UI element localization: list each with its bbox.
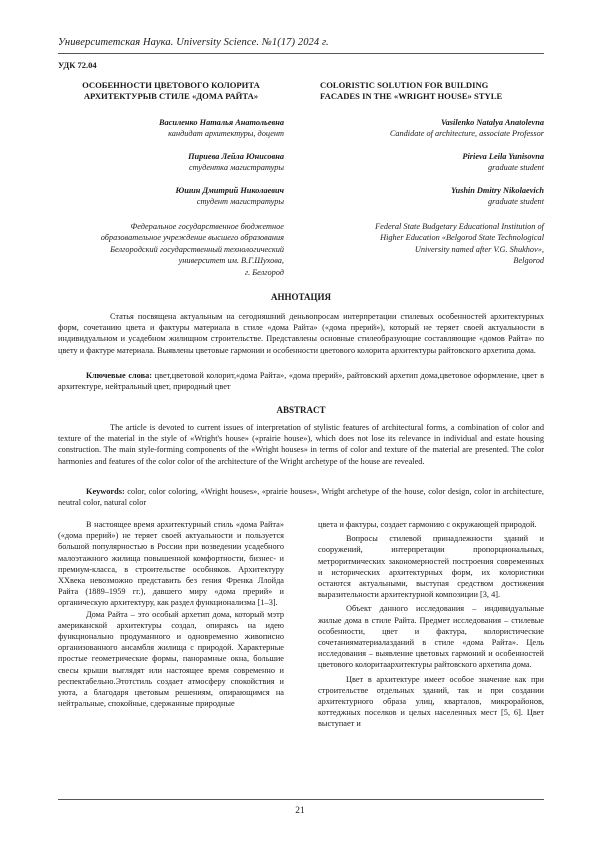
- udk-code: УДК 72.04: [58, 60, 97, 70]
- title-ru-line-1: ОСОБЕННОСТИ ЦВЕТОВОГО КОЛОРИТА: [82, 80, 260, 90]
- journal-header: Университетская Наука. University Science. №1(17) 2024 г.: [58, 37, 329, 48]
- author-ru-1: [58, 117, 284, 139]
- author-name: Василенко Наталья Анатольевна: [158, 118, 284, 127]
- annotation-heading: АННОТАЦИЯ: [270, 292, 332, 302]
- affiliation-line: Federal State Budgetary Educational Institution of: [375, 222, 544, 231]
- affiliation-line: образовательное учреждение высшего образования: [100, 233, 284, 243]
- affiliation-line: University named after V.G. Shukhov»,: [414, 244, 544, 254]
- author-role: студентка магистратуры: [188, 163, 284, 172]
- body-column-left: [58, 519, 284, 709]
- author-name: Vasilenko Natalya Anatolevna: [441, 118, 544, 127]
- affiliation-russian: [58, 221, 284, 278]
- author-name: Pirieva Leila Yunisovna: [462, 152, 544, 161]
- affiliation-line: г. Белгород: [244, 267, 284, 277]
- body-paragraph: Дома Райта – это особый архетип дома, который мэтр американской архитектуры создал, опираясь на идею функционально продуманного и одновременно живописно организованного ансамбля жилища с природой. Характерные простые геометрические формы, панорамные окна, большие свесы крыши выглядят или настоящее время современно и респектабельно.Этотстиль создает атмосферу спокойствия и уюта, а благодаря цветовым решениям, опирающимся на нейтральные, спокойные, сдержанные природные: [58, 609, 284, 709]
- author-ru-2: [58, 151, 284, 173]
- page-number: 21: [295, 806, 305, 816]
- abstract-text: The article is devoted to current issues of interpretation of stylistic features of architectural forms, a combination of color and texture of the material in the style of «Wright's house» («prairie house»), which does not lose its relevance in individual and estate housing construction. The main style-forming components of the «Wright houses» in terms of color and texture of the material are presented. The color harmonies and features of the color color of the architecture of the Wright archetype of the house are revealed.: [58, 423, 544, 466]
- keywords-text: цвет,цветовой колорит,«дома Райта», «дома прерий», райтовский архетип дома,цветовое оформление, цвет в архитектуре, нейтральный цвет, природный цвет: [58, 371, 544, 392]
- title-en-line-2: FACADES IN THE «WRIGHT HOUSE» STYLE: [320, 91, 503, 101]
- author-role: graduate student: [488, 163, 544, 172]
- title-en-line-1: COLORISTIC SOLUTION FOR BUILDING: [320, 80, 489, 90]
- author-name: Пириева Лейла Юнисовна: [188, 152, 284, 161]
- keywords-label: Ключевые слова:: [86, 371, 152, 380]
- body-paragraph: Вопросы стилевой принадлежности зданий и сооружений, интерпретации пропорциональных, метроритмических закономерностей построения современных и исторических архитектурных форм, их колористики остаются актуальными, выступая средством достижения выразительности архитектурной композиции [3, 4].: [318, 534, 544, 600]
- affiliation-line: Belgorod: [513, 256, 544, 266]
- author-role: Candidate of architecture, associate Professor: [389, 129, 544, 138]
- author-role: graduate student: [488, 197, 544, 206]
- author-name: Юшин Дмитрий Николаевич: [175, 186, 284, 195]
- affiliation-english: [318, 221, 544, 267]
- body-paragraph: В настоящее время архитектурный стиль «дома Райта» («дома прерий») не теряет своей актуальности и пользуется большой популярностью в России при возведении усадебного малоэтажного жилища повышенной комфортности, бизнес- и премиум-класса, в строительстве особняков. Архитектуру XXвека невозможно представить без гения Френка Ллойда Райта (1889–1959 гг.), давшего миру «дома прерий» и органическую архитектуру, как раздел функционализма [1–3].: [58, 520, 284, 608]
- affiliation-line: Higher Education «Belgorod State Technological: [380, 233, 544, 243]
- annotation-text: Статья посвящена актуальным на сегодняшний деньвопросам интерпретации стилевых особенностей архитектурных форм, сочетанию цвета и фактуры материала в стиле «дома Райта» («дома прерий»), который не теряет своей актуальности в индивидуальном и усадебном жилищном строительстве. Представлены основные стилеобразующие составляющие «домов Райта» по цвету и фактуре материала. Выявлены цветовые гармонии и особенности цветового колорита архитектуры райтовского архетипа дома.: [58, 312, 544, 355]
- affiliation-line: университет им. В.Г.Шухова,: [178, 256, 284, 266]
- annotation-keywords: [58, 370, 544, 392]
- affiliation-line: Федеральное государственное бюджетное: [130, 222, 284, 231]
- author-ru-3: [58, 185, 284, 207]
- author-name: Yushin Dmitry Nikolaevich: [451, 186, 544, 195]
- author-en-1: [318, 117, 544, 139]
- header-divider: [58, 53, 544, 54]
- title-russian: [58, 80, 284, 102]
- title-english: [320, 80, 544, 102]
- abstract-heading: ABSTRACT: [276, 405, 326, 415]
- affiliation-line: Белгородский государственный технологический: [110, 244, 284, 254]
- abstract-keywords: [58, 486, 544, 508]
- author-en-2: [318, 151, 544, 173]
- footer-divider: [58, 799, 544, 800]
- body-paragraph: Объект данного исследования – индивидуальные жилые дома в стиле Райта. Предмет исследования – стилевые особенности, цвет и фактура, колористические сочетанияматериалазданий в стиле «дома Райта». Цель исследования – выявление цветовых гармоний и особенностей цветового колоритаархитектуры райтовского архетипа дома.: [318, 604, 544, 670]
- body-paragraph: цвета и фактуры, создает гармонию с окружающей природой.: [318, 520, 537, 529]
- author-en-3: [318, 185, 544, 207]
- author-role: студент магистратуры: [196, 197, 284, 206]
- body-paragraph: Цвет в архитектуре имеет особое значение как при строительстве отдельных зданий, так и при создании архитектурного образа улиц, кварталов, микрорайонов, коттеджных поселков и целых населенных мест [5, 6]. Цвет выступает и: [318, 674, 544, 729]
- body-column-right: [318, 519, 544, 730]
- author-role: кандидат архитектуры, доцент: [168, 129, 284, 138]
- keywords-text: color, color coloring, «Wright houses», «prairie houses», Wright archetype of the house, color design, color in architecture, neutral color, natural color: [58, 487, 544, 508]
- keywords-label: Keywords:: [86, 487, 125, 496]
- title-ru-line-2: АРХИТЕКТУРЫВ СТИЛЕ «ДОМА РАЙТА»: [83, 91, 259, 101]
